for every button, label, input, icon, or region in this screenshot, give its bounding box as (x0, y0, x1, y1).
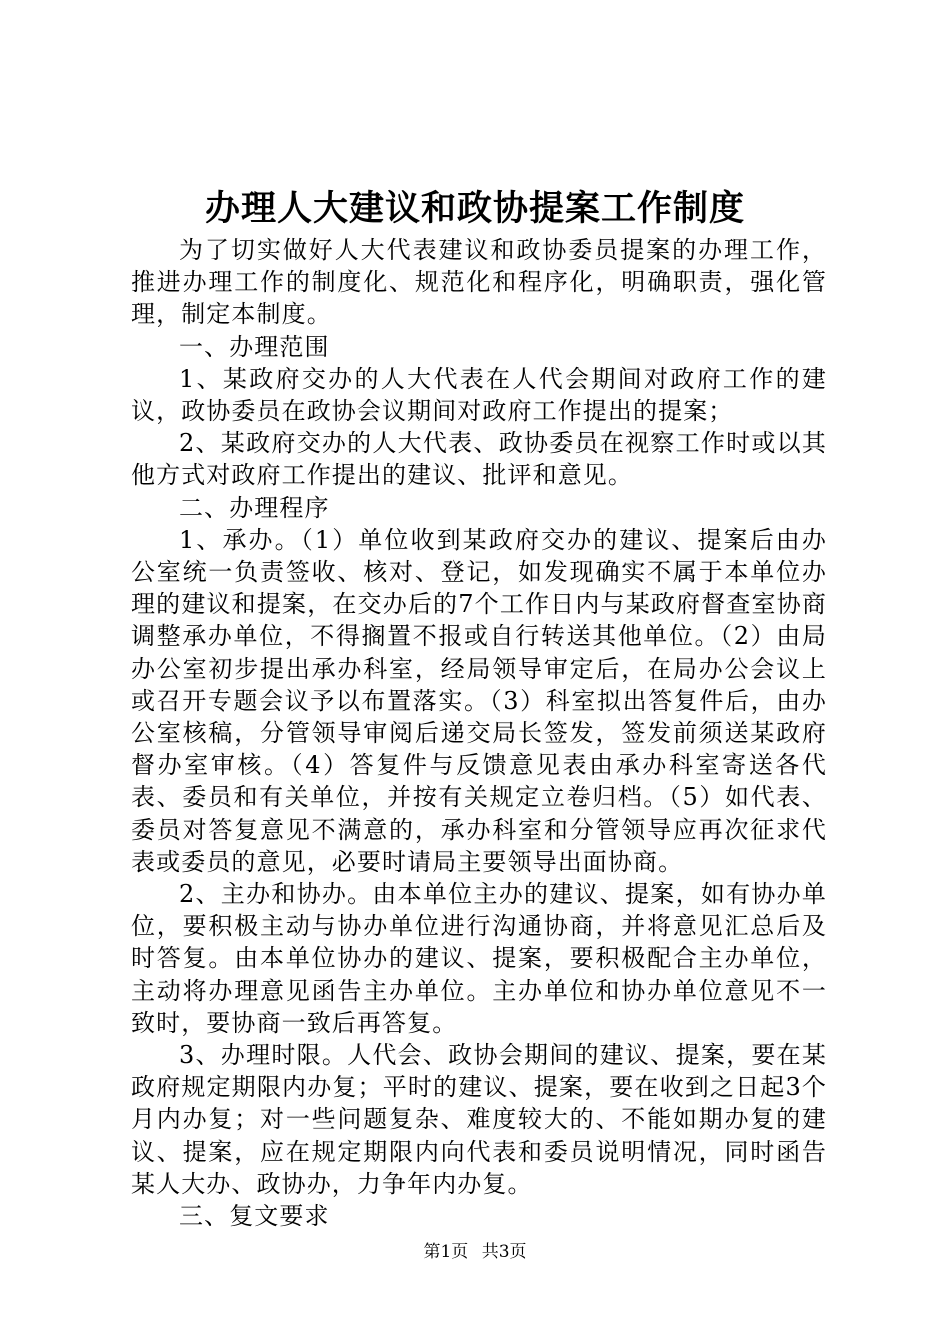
paragraph-procedure-1: 1、承办。（1）单位收到某政府交办的建议、提案后由办公室统一负责签收、核对、登记，如发现确实不属于本单位办理的建议和提案，在交办后的7个工作日内与某政府督查室协商调整承办单位，不得搁置不报或自行转送其他单位。（2）由局办公室初步提出承办科室，经局领导审定后，在局办公会议上或召开专题会议予以布置落实。（3）科室拟出答复件后，由办公室核稿，分管领导审阅后递交局长签发，签发前须送某政府督办室审核。（4）答复件与反馈意见表由承办科室寄送各代表、委员和有关单位，并按有关规定立卷归档。（5）如代表、委员对答复意见不满意的，承办科室和分管领导应再次征求代表或委员的意见，必要时请局主要领导出面协商。 (131, 525, 827, 876)
page-number: 第1页 (423, 1242, 469, 1262)
paragraph-procedure-2: 2、主办和协办。由本单位主办的建议、提案，如有协办单位，要积极主动与协办单位进行沟通协商，并将意见汇总后及时答复。由本单位协办的建议、提案，要积极配合主办单位，主动将办理意见函告主办单位。主办单位和协办单位意见不一致时，要协商一致后再答复。 (131, 880, 827, 1037)
paragraph-intro: 为了切实做好人大代表建议和政协委员提案的办理工作，推进办理工作的制度化、规范化和程序化，明确职责，强化管理，制定本制度。 (131, 236, 827, 329)
document-body (131, 234, 827, 1232)
document-title: 办理人大建议和政协提案工作制度 (204, 188, 745, 229)
section-heading-reply: 三、复文要求 (179, 1202, 330, 1231)
section-heading-scope: 一、办理范围 (179, 332, 330, 361)
section-heading-procedure: 二、办理程序 (179, 493, 330, 522)
paragraph-scope-2: 2、某政府交办的人大代表、政协委员在视察工作时或以其他方式对政府工作提出的建议、批评和意见。 (131, 429, 827, 490)
paragraph-procedure-3: 3、办理时限。人代会、政协会期间的建议、提案，要在某政府规定期限内办复；平时的建议、提案，要在收到之日起3个月内办复；对一些问题复杂、难度较大的、不能如期办复的建议、提案，应在规定期限内向代表和委员说明情况，同时函告某人大办、政协办，力争年内办复。 (131, 1041, 827, 1198)
paragraph-scope-1: 1、某政府交办的人大代表在人代会期间对政府工作的建议，政协委员在政协会议期间对政府工作提出的提案； (131, 364, 827, 426)
page-total: 共3页 (481, 1242, 527, 1262)
page-footer (0, 1240, 950, 1264)
